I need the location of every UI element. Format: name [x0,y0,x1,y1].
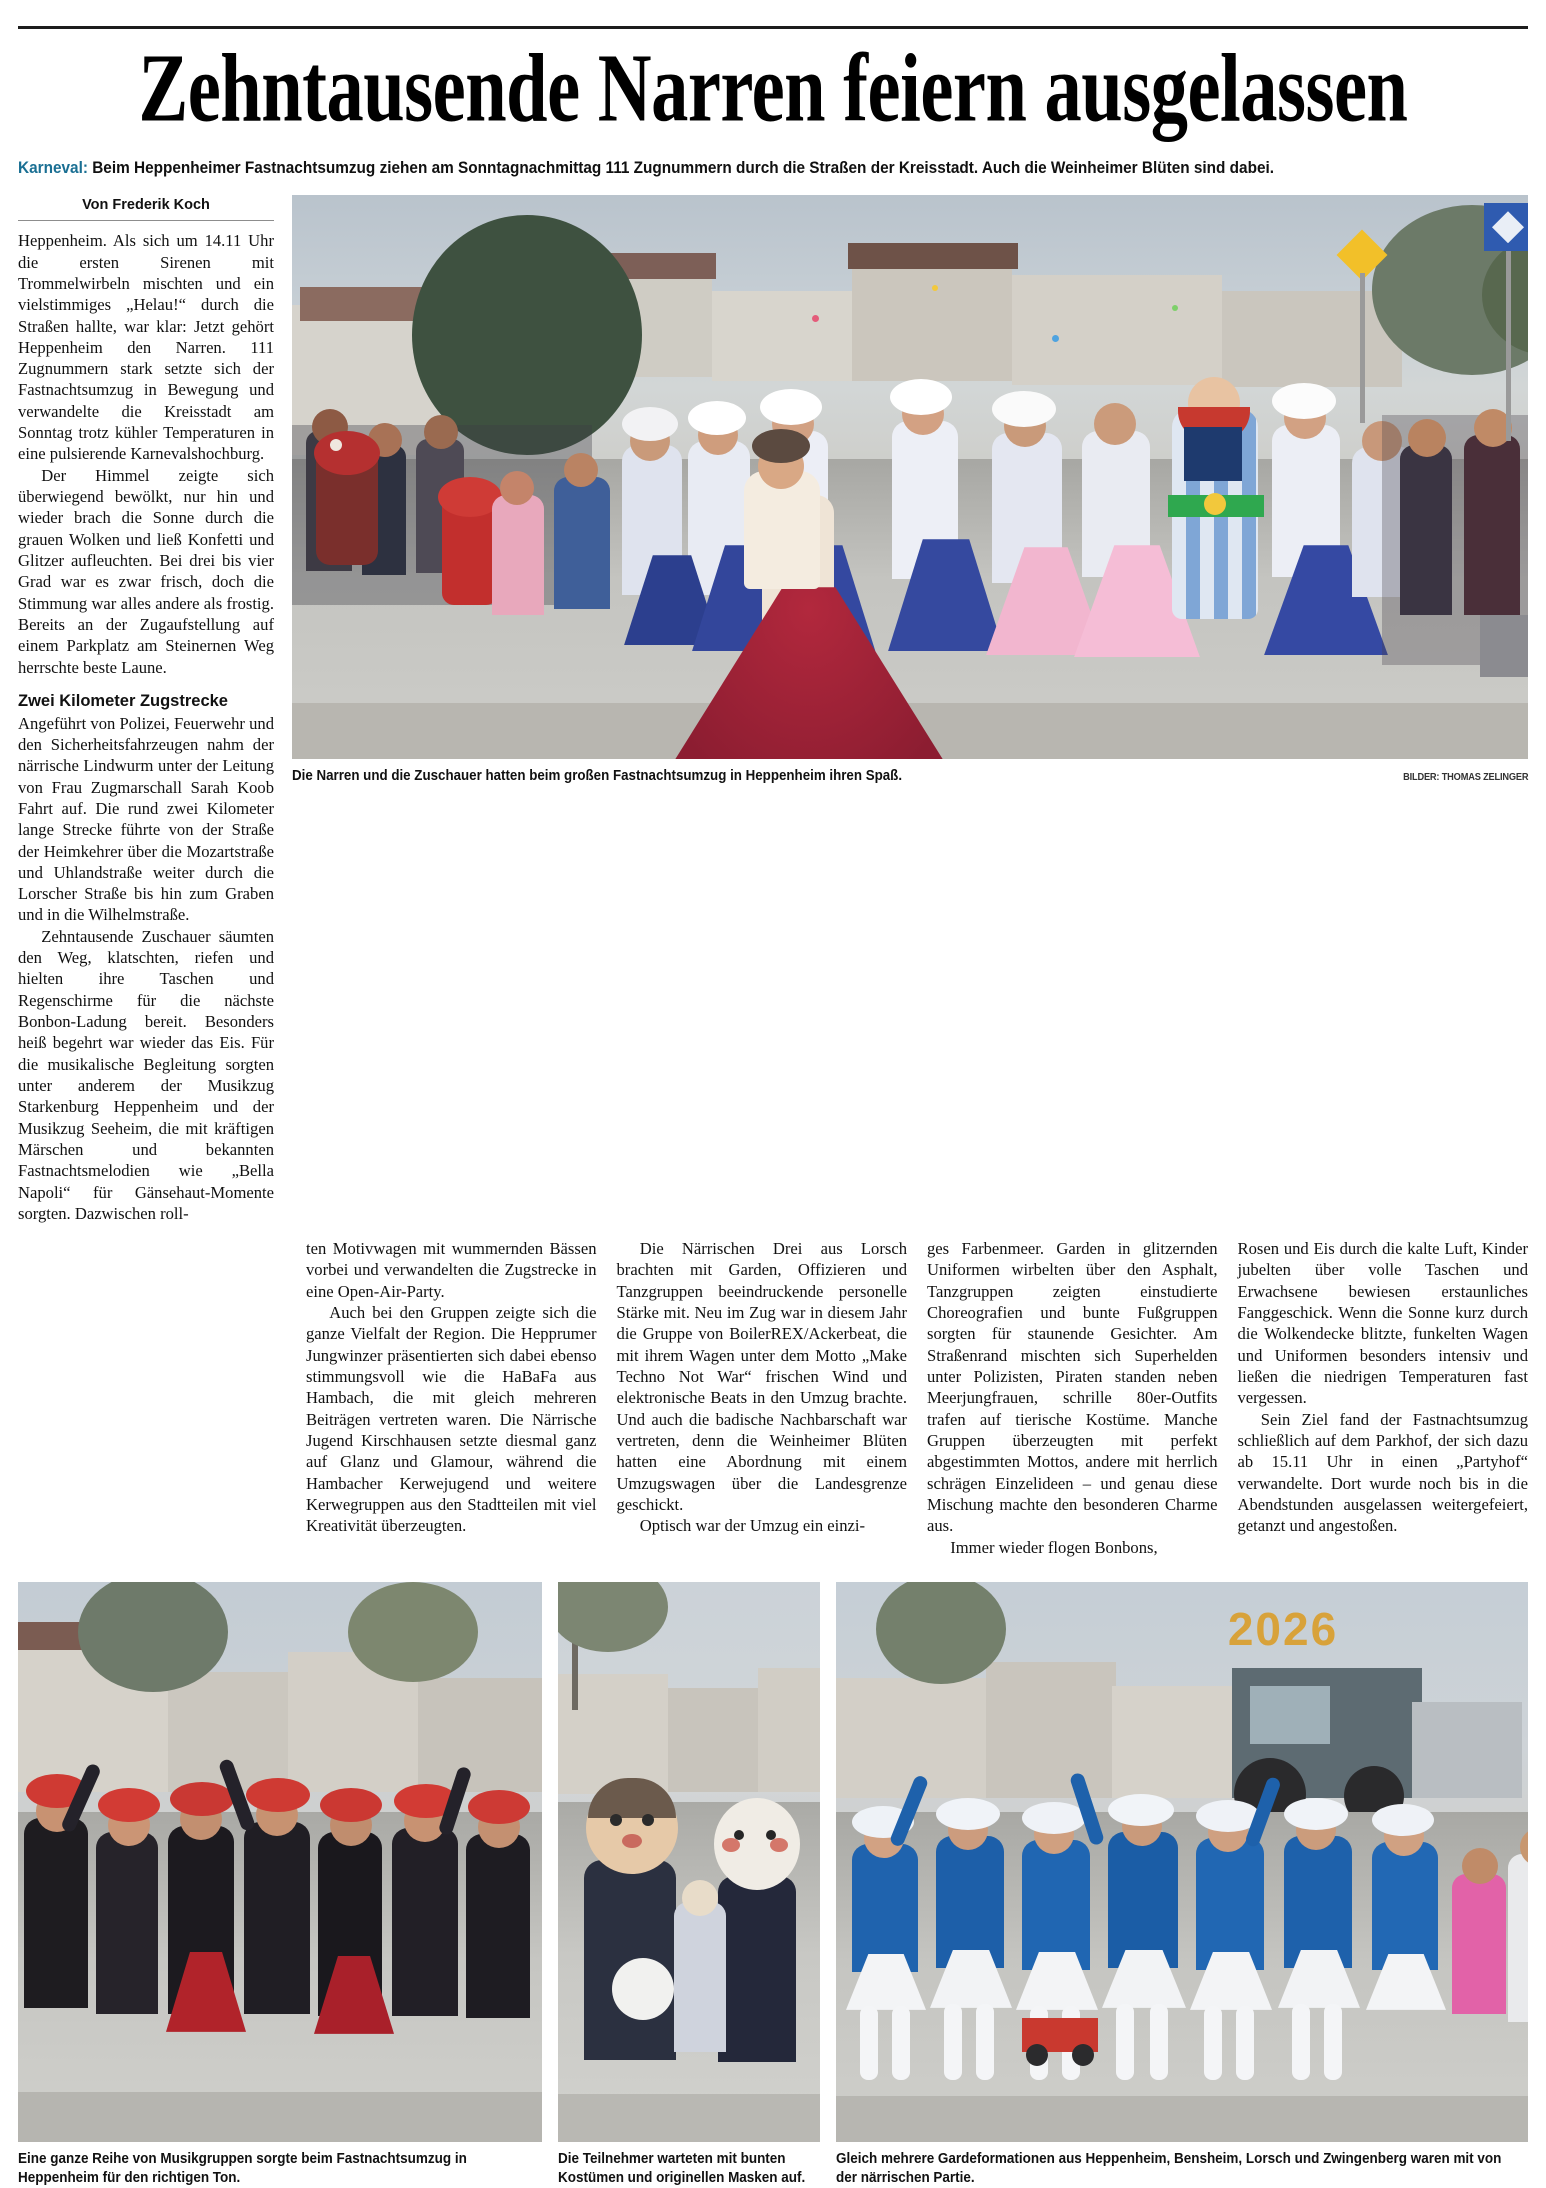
newspaper-page [0,26,1546,2187]
paragraph: Zehntausende Zuschauer säumten den Weg, klatschten, riefen und hielten ihre Taschen und Regenschirme für die nächste Bonbon-Ladung bereit. Besonders heiß begehrt war wieder das Eis. Für die musikalische Begleitung sorgten unter anderem der Musikzug Starkenburg Heppenheim und der Musikzug Seeheim, die mit kräftigen Märschen und bekannten Fastnachtsmelodien wie „Bella Napoli“ für Gänsehaut-Momente sorgten. Dazwischen roll- [18,926,274,1223]
paragraph: Der Himmel zeigte sich überwiegend bewölkt, nur hin und wieder brach die Sonne durch die grauen Wolken und ließ Konfetti und Glitzer aufleuchten. Bei drei bis vier Grad war es zwar frisch, doch die Stimmung war alles andere als frostig. Bereits an der Zugaufstellung auf einem Parkplatz am Steinernen Weg herrschte beste Laune. [18,465,274,677]
page-headline: Zehntausende Narren feiern ausgelassen [138,34,1408,143]
bottom-photo-1-caption: Eine ganze Reihe von Musikgruppen sorgte beim Fastnachtsumzug in Heppenheim für den richtigen Ton. [18,2150,467,2187]
section-subhead: Zwei Kilometer Zugstrecke [18,691,228,710]
main-photo [292,195,1528,759]
paragraph: Angeführt von Polizei, Feuerwehr und den Sicherheitsfahrzeugen nahm der närrische Lindwurm unter der Leitung von Frau Zugmarschall Sarah Koob Fahrt auf. Die rund zwei Kilometer lange Strecke führte von der Straße der Heimkehrer über die Mozartstraße und Uhlandstraße weiter durch die Lorscher Straße bis hin zum Graben und in die Wilhelmstraße. [18,713,274,925]
bottom-photo-1 [18,1582,542,2142]
main-photo-block [288,195,1528,1224]
byline: Von Frederik Koch [82,197,210,214]
kicker [18,159,1422,179]
paragraph: ten Motivwagen mit wummernden Bässen vorbei und verwandelten die Zugstrecke in eine Open-Air-Party. [306,1239,597,1301]
year-banner: 2026 [1227,1602,1339,1655]
bottom-photo-2 [558,1582,820,2142]
paragraph: Immer wieder flogen Bonbons, [950,1537,1158,1557]
main-photo-caption: Die Narren und die Zuschauer hatten beim großen Fastnachtsumzug in Heppenheim ihren Spaß. [292,768,903,785]
column-3 [617,1238,908,1558]
photo-credit: BILDER: THOMAS ZELINGER [1402,771,1528,784]
column-1 [18,195,288,1224]
column-2 [306,1238,597,1558]
kicker-label: Karneval: [18,159,88,178]
bottom-photo-3-block [836,1582,1528,2188]
paragraph: Die Närrischen Drei aus Lorsch brachten mit Garden, Offizieren und Tanzgruppen beeindruckende personelle Stärke mit. Neu im Zug war in diesem Jahr die Gruppe von BoilerREX/Ackerbeat, die mit ihrem Wagen unter dem Motto „Make Techno Not War“ frischen Wind und elektronische Beats in den Umzug brachte. Und auch die badische Nachbarschaft war vertreten, denn die Weinheimer Blüten hatten eine Abordnung mit einem Umzugswagen über die Landesgrenze geschickt. [616,1239,907,1514]
bottom-photo-row [18,1582,1528,2188]
paragraph: Optisch war der Umzug ein einzi- [639,1516,866,1536]
bottom-photo-3-caption: Gleich mehrere Gardeformationen aus Heppenheim, Bensheim, Lorsch und Zwingenberg waren mit von der närrischen Partie. [836,2150,1502,2187]
paragraph: Heppenheim. Als sich um 14.11 Uhr die ersten Sirenen mit Trommelwirbeln mischten und ein vielstimmiges „Helau!“ durch die Straßen hallte, war klar: Jetzt gehört Heppenheim den Narren. 111 Zugnummern stark setzte sich der Fastnachtsumzug in Bewegung und verwandelte die Kreisstadt am Sonntag trotz kühler Temperaturen in eine pulsierende Karnevalshochburg. [18,231,274,464]
kicker-text: Beim Heppenheimer Fastnachtsumzug ziehen am Sonntagnachmittag 111 Zugnummern durch die Straßen der Kreisstadt. Auch die Weinheimer Blüten sind dabei. [92,159,1275,178]
main-area [18,195,1528,1224]
main-photo-caption-row [292,767,1528,785]
bottom-photo-2-caption: Die Teilnehmer warteten mit bunten Kostümen und originellen Masken auf. [558,2150,806,2187]
bottom-photo-1-block [18,1582,542,2188]
column-5 [1238,1238,1529,1558]
byline-rule [18,220,274,221]
top-rule [18,26,1528,29]
column-4 [927,1238,1218,1558]
bottom-photo-3 [836,1582,1528,2142]
article-columns [18,1238,1528,1558]
paragraph: ges Farbenmeer. Garden in glitzernden Uniformen wirbelten über den Asphalt, Tanzgruppen zeigten einstudierte Choreografien und bunte Fußgruppen sorgten für staunende Gesichter. Am Straßenrand mischten sich Superhelden unter Polizisten, Piraten standen neben Meerjungfrauen, schrille 80er-Outfits trafen auf tierische Kostüme. Manche Gruppen überzeugten mit perfekt abgestimmten Mottos, andere mit herrlich schrägen Einzelideen – und genau diese Mischung machte den besonderen Charme aus. [927,1239,1218,1536]
paragraph: Sein Ziel fand der Fastnachtsumzug schließlich auf dem Parkhof, der sich dazu ab 15.11 Uhr in einen „Partyhof“ verwandelte. Dort wurde noch bis in die Abendstunden ausgelassen weitergefeiert, getanzt und angestoßen. [1237,1409,1528,1536]
paragraph: Rosen und Eis durch die kalte Luft, Kinder jubelten über volle Taschen und Erwachsene bewiesen erstaunliches Fanggeschick. Wenn die Sonne kurz durch die Wolkendecke blitzte, funkelten Wagen und Uniformen besonders intensiv und ließen die niedrigen Temperaturen fast vergessen. [1237,1239,1528,1408]
paragraph: Auch bei den Gruppen zeigte sich die ganze Vielfalt der Region. Die Hepprumer Jungwinzer präsentierten sich dabei ebenso stimmungsvoll wie die HaBaFa aus Hambach, die mit gleich mehreren Beiträgen vertreten waren. Die Närrische Jugend Kirschhausen setzte diesmal ganz auf Glanz und Glamour, während die Hambacher Kerwejugend und weitere Kerwegruppen aus den Stadtteilen mit viel Kreativität überzeugten. [306,1303,597,1536]
bottom-photo-2-block [558,1582,820,2188]
